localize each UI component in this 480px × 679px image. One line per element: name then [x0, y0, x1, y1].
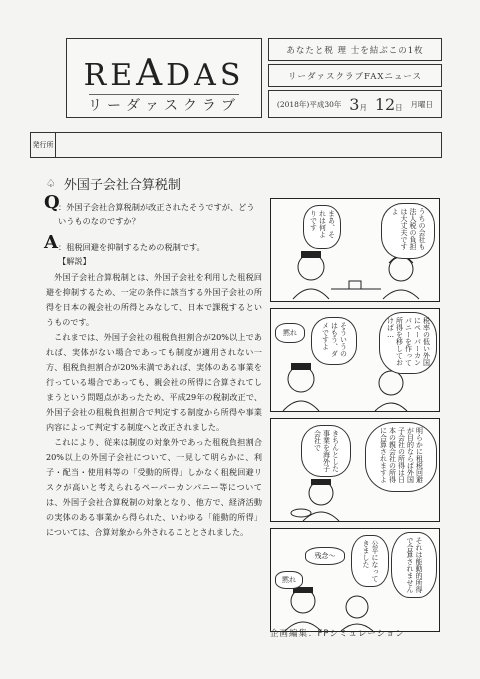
question-block [44, 192, 262, 228]
logo [66, 38, 262, 118]
date-weekday: 月曜日 [410, 99, 434, 109]
comic-panel-2 [270, 308, 440, 412]
p2-bubble-client: 税率の低い外国にペーパーカンパニーを作って所得を移しておけば… [379, 312, 437, 374]
date-year: (2018年)平成30年 [276, 99, 342, 109]
newsletter-name: リーダァスクラブFAXニュース [268, 64, 442, 87]
p4-bubble-shout: 黙れ [275, 571, 303, 589]
paragraph-3: これにより、従来は制度の対象外であった租税負担割合20%以上の外国子会社について、一見して明らかに、利子・配当・使用料等の「受動的所得」しかなく租税回避リスクが高いと考えられるペーパーカンパニー等については、外国子会社合算税制の対象となり、他方で、経済活動の実体のある事業から得られた、いわゆる「能動的所得」については、合算対象から外されることとされました。 [46, 437, 262, 537]
p2-bubble-advisor: そういうのはもう、ダメですよ [311, 317, 357, 365]
article-title-row [46, 174, 181, 193]
p1-bubble-client: うちの会社も法人税の負担は大丈夫ですよ [381, 203, 435, 259]
article-title: 外国子会社合算税制 [63, 178, 181, 193]
date-month: 3 [349, 94, 360, 114]
spade-icon: ♤ [46, 177, 56, 190]
article-body [46, 270, 262, 540]
p3-bubble-advisor: 明らかに租税回避が目的ならば外国子会社の所得は日本の親会社の所得に合算されますよ [365, 422, 437, 492]
issue-date [268, 90, 442, 118]
p4-bubble-client: 公平になってきました [351, 535, 389, 587]
tagline: あなたと税 理 士を結ぶこの1枚 [268, 38, 442, 61]
logo-wordmark: READAS [83, 53, 245, 94]
issuer-box [30, 132, 442, 158]
a-letter: A [44, 232, 58, 253]
p1-bubble-advisor: まあ、それは何よりです [303, 205, 341, 249]
issuer-label: 発行所 [31, 133, 56, 157]
comic-panel-4 [270, 528, 440, 632]
comic-panel-1 [270, 198, 440, 302]
date-day: 12 [374, 94, 396, 114]
question-text: ：外国子会社合算税制が改正されたそうですが、どういうものなのですか？ [58, 202, 255, 226]
p4-bubble-regret: 残念〜 [305, 547, 345, 565]
p2-bubble-shout: 黙れ [275, 323, 305, 343]
answer-block [44, 232, 262, 268]
logo-subtitle: リーダァスクラブ [88, 98, 240, 114]
paragraph-1: 外国子会社合算税制とは、外国子会社を利用した租税回避を抑制するため、一定の条件に該当する外国子会社の所得を日本の親会社の所得とみなして、日本で課税するというものです。 [46, 272, 262, 327]
date-month-group: 3月 [349, 94, 367, 114]
commentary-label: 【解説】 [58, 256, 91, 266]
date-day-group: 12日 [374, 94, 403, 114]
comic-panel-3 [270, 418, 440, 522]
p4-bubble-advisor: それは能動的所得で合算されません [391, 532, 437, 598]
answer-text: ：租税回避を抑制するための税制です。 [58, 242, 205, 252]
footer-credit: 企画編集：FPシミュレーション [270, 629, 406, 639]
paragraph-2: これまでは、外国子会社の租税負担割合が20%以上であれば、実体がない場合であっても制度が適用されない一方、租税負担割合が20%未満であれば、実体のある事業を行っている場合であっても、親会社の所得に合算されてしまうという問題点があったため、平成29年の税制改正で、外国子会社の租税負担割合で判定する制度から所得や事業内容によって判定する制度へと改正されました。 [46, 332, 262, 432]
p3-bubble-client: きちんとした事業を海外子会社で [301, 425, 351, 477]
q-letter: Q [44, 192, 60, 213]
